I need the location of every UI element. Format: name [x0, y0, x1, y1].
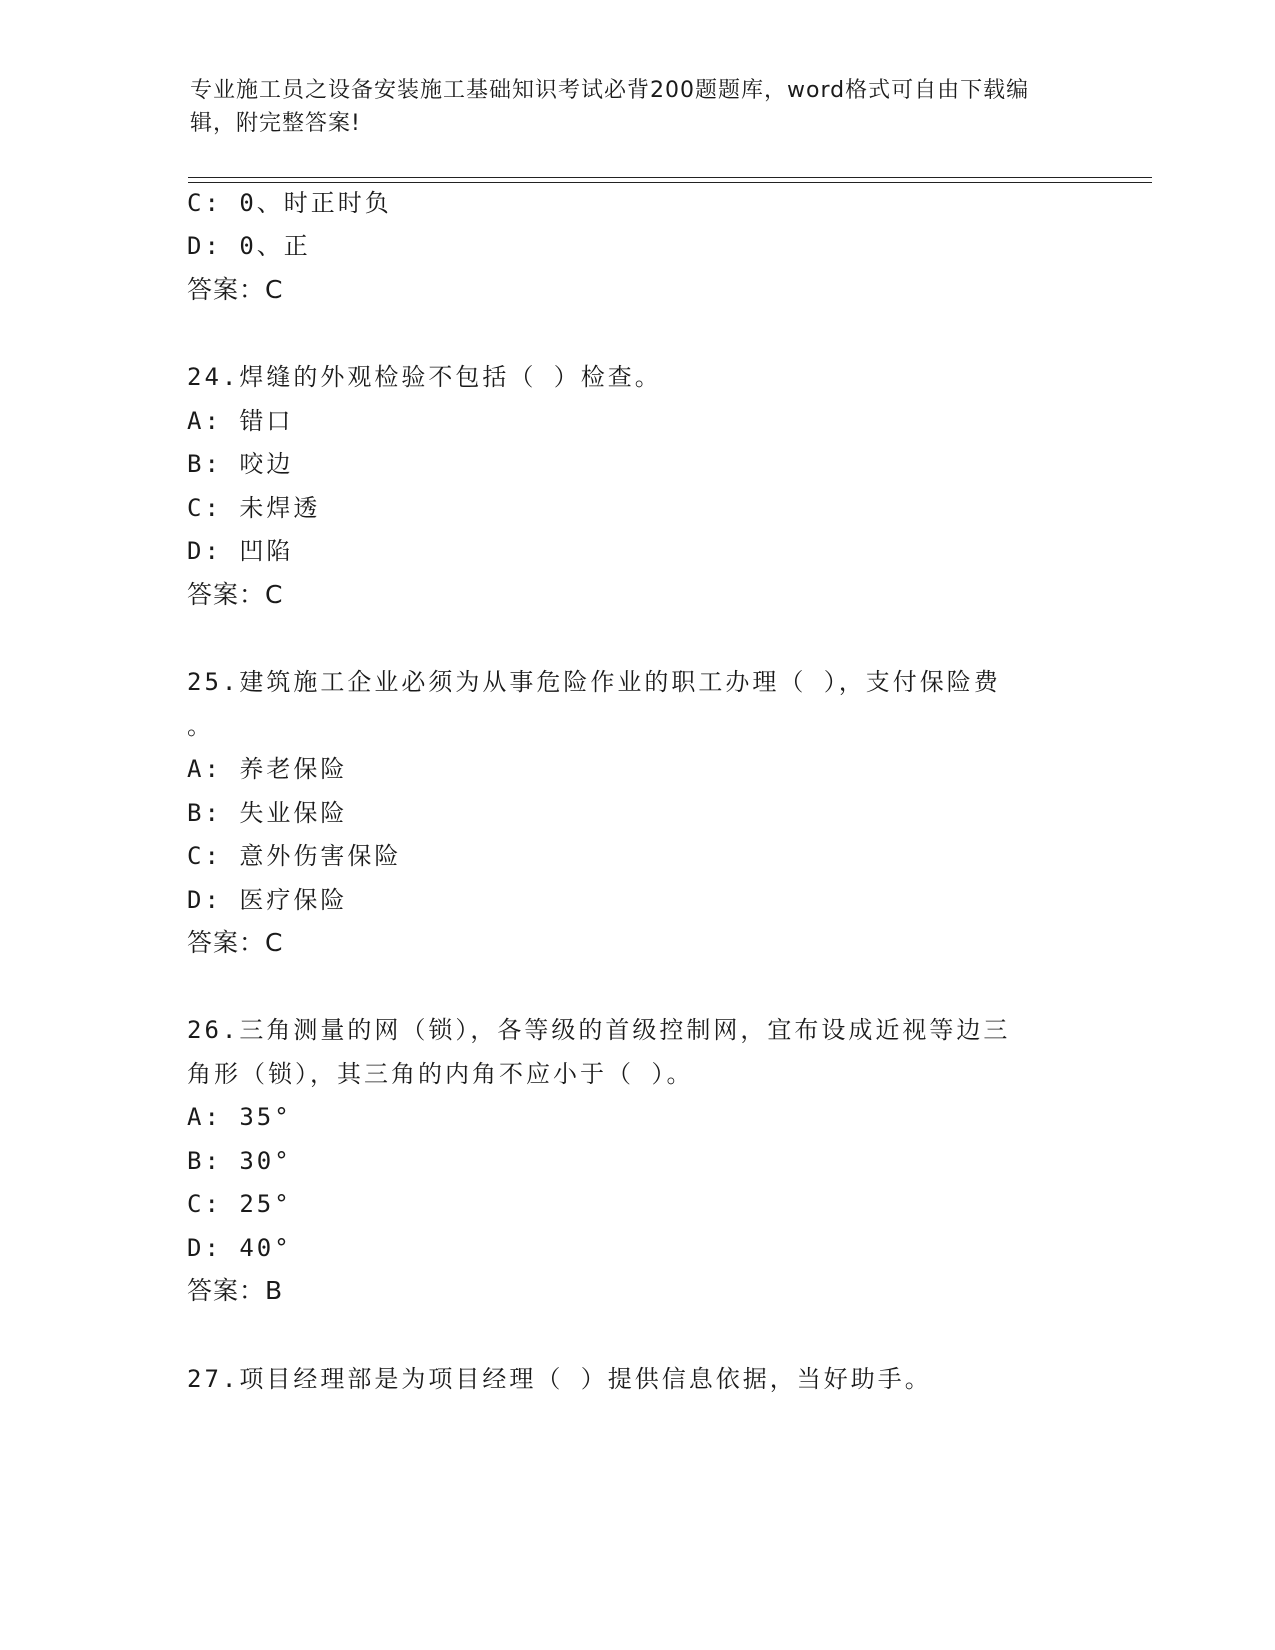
- answer-line: 答案：C: [187, 275, 284, 304]
- question-26-text-line-1: 26.三角测量的网（锁），各等级的首级控制网，宜布设成近视等边三: [187, 1016, 1011, 1044]
- question-25-option-b: B: 失业保险: [187, 799, 348, 827]
- question-24-text: 24.焊缝的外观检验不包括（ ）检查。: [187, 363, 662, 391]
- header-divider-top: [188, 177, 1152, 178]
- question-25-option-a: A: 养老保险: [187, 755, 348, 783]
- question-25-option-c: C: 意外伤害保险: [187, 842, 402, 870]
- question-25-answer: 答案：C: [187, 928, 284, 957]
- option-c: C: 0、时正时负: [187, 189, 392, 217]
- question-26-option-c: C: 25°: [187, 1190, 292, 1218]
- question-26-text-line-2: 角形（锁），其三角的内角不应小于（ ）。: [187, 1060, 694, 1088]
- question-25-option-d: D: 医疗保险: [187, 886, 348, 914]
- question-24-option-c: C: 未焊透: [187, 494, 321, 522]
- question-24-option-b: B: 咬边: [187, 450, 294, 478]
- question-26-answer: 答案：B: [187, 1276, 284, 1305]
- question-27-text: 27.项目经理部是为项目经理（ ）提供信息依据，当好助手。: [187, 1365, 932, 1393]
- question-25-text-line-1: 25.建筑施工企业必须为从事危险作业的职工办理（ ），支付保险费: [187, 668, 1001, 696]
- question-24-option-a: A: 错口: [187, 407, 294, 435]
- question-24-answer: 答案：C: [187, 580, 284, 609]
- question-26-option-a: A: 35°: [187, 1103, 292, 1131]
- document-header-title: 专业施工员之设备安装施工基础知识考试必背200题题库，word格式可自由下载编辑，附完整答案!: [190, 78, 1030, 136]
- question-26-option-b: B: 30°: [187, 1147, 292, 1175]
- question-24-option-d: D: 凹陷: [187, 537, 294, 565]
- question-26-option-d: D: 40°: [187, 1234, 292, 1262]
- header-divider-bottom: [188, 182, 1152, 183]
- question-25-text-line-2: 。: [187, 712, 214, 740]
- option-d: D: 0、正: [187, 232, 311, 260]
